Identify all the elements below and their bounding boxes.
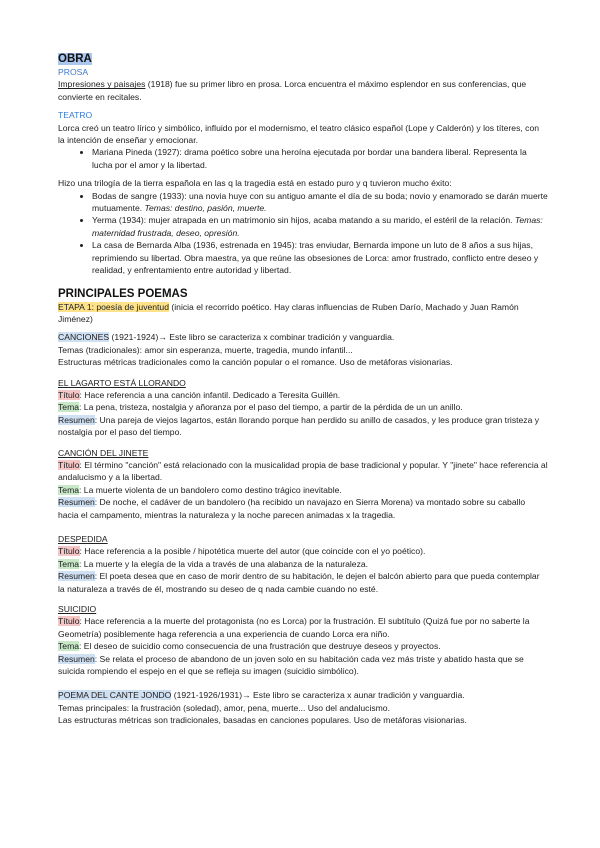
list-item: • Mariana Pineda (1927): drama poético sobre una heroína ejecutada por bordar una bandera liberal. Representa la lucha por el amor y la libertad.: [92, 146, 548, 171]
poem-titulo: Título: Hace referencia a la muerte del protagonista (no es Lorca) por la frustración. El subtítulo (Quizá fue por no saberte la Geometría) posiblemente haga referencia a una experiencia de cuando Lorca era niño.: [58, 616, 530, 639]
list-item: • Yerma (1934): mujer atrapada en un matrimonio sin hijos, acaba matando a su marido, el estéril de la relación. Temas: maternidad frustrada, deseo, opresión.: [92, 214, 548, 239]
poem-resumen: Resumen: De noche, el cadáver de un bandolero (ha recibido un navajazo en Sierra Morena) va montado sobre su caballo hacia el campamento, mientras la naturaleza y la noche parecen animadas x la tragedia.: [58, 497, 526, 520]
canciones-temas: Temas (tradicionales): amor sin esperanza, muerte, tragedia, mundo infantil...: [58, 344, 353, 355]
poem-titulo: Título: Hace referencia a la posible / hipotética muerte del autor (que coincide con el yo poético).: [58, 546, 426, 557]
document-page: [58, 52, 548, 727]
cante-estructura: Las estructuras métricas son tradicionales, basadas en canciones populares. Uso de metáforas visionarias.: [58, 715, 467, 726]
poem-tema: Tema: La muerte y la elegía de la vida a través de una alabanza de la naturaleza.: [58, 558, 369, 569]
cante-paragraph: POEMA DEL CANTE JONDO (1921-1926/1931)→ Este libro se caracteriza x aunar tradición y vanguardia.: [58, 690, 465, 701]
poem-title: EL LAGARTO ESTÁ LLORANDO: [58, 377, 186, 388]
prosa-paragraph: Impresiones y paisajes (1918) fue su primer libro en prosa. Lorca encuentra el máximo esplendor en sus conferencias, que convierte en recitales.: [58, 79, 527, 102]
poem-resumen: Resumen: Se relata el proceso de abandono de un joven solo en su habitación cada vez más triste y abatido hasta que se suicida rompiendo el espejo en el que se refleja su imagen (suicidio simbólico).: [58, 653, 524, 677]
poem-tema: Tema: La muerte violenta de un bandolero como destino trágico inevitable.: [58, 484, 342, 495]
teatro-intro: Lorca creó un teatro lírico y simbólico, influido por el modernismo, el teatro clásico español (Lope y Calderón) y los títeres, con la intención de enseñar y emocionar.: [58, 122, 540, 146]
poem-tema: Tema: La pena, tristeza, nostalgia y añoranza por el paso del tiempo, a partir de la pérdida de un un anillo.: [58, 402, 463, 413]
list-item: • La casa de Bernarda Alba (1936, estrenada en 1945): tras enviudar, Bernarda impone un luto de 8 años a sus hijas, reprimiendo su libertad. Obra maestra, ya que reúne las obsesiones de Lorca: amor frustrado, conflicto entre deseo y realidad, y enfrentamiento entre autoridad y libertad.: [92, 239, 548, 276]
list-item: • Bodas de sangre (1933): una novia huye con su antiguo amante el día de su boda; novio y enamorado se darán muerte mutuamente. Temas: destino, pasión, muerte.: [92, 190, 548, 215]
cante-temas: Temas principales: la frustración (soledad), amor, pena, muerte... Uso del andalucismo.: [58, 702, 390, 713]
trilogy-intro: Hizo una trilogía de la tierra española en las q la tragedia está en estado puro y q tuvieron mucho éxito:: [58, 178, 452, 189]
poem-title: SUICIDIO: [58, 604, 97, 615]
teatro-list-1: [58, 146, 548, 171]
poem-resumen: Resumen: Una pareja de viejos lagartos, están llorando porque han perdido su anillo de casados, y les produce gran tristeza y nostalgia por el paso del tiempo.: [58, 414, 540, 438]
poem-title: DESPEDIDA: [58, 534, 108, 544]
canciones-estructura: Estructuras métricas tradicionales como la canción popular o el romance. Uso de metáforas visionarias.: [58, 357, 453, 368]
etapa-paragraph: ETAPA 1: poesía de juventud (inicia el recorrido poético. Hay claras influencias de Ruben Darío, Machado y Juan Ramón Jiménez): [58, 301, 519, 324]
section-heading-poemas: PRINCIPALES POEMAS: [58, 287, 188, 300]
poem-tema: Tema: El deseo de suicidio como consecuencia de una frustración que destruye deseos y proyectos.: [58, 641, 441, 652]
subheading-teatro: TEATRO: [58, 110, 93, 121]
poem-titulo: Título: Hace referencia a una canción infantil. Dedicado a Teresita Guillén.: [58, 389, 341, 400]
subheading-prosa: PROSA: [58, 67, 89, 77]
poem-title: CANCIÓN DEL JINETE: [58, 447, 149, 458]
canciones-paragraph: CANCIONES (1921-1924)→ Este libro se caracteriza x combinar tradición y vanguardia.: [58, 332, 395, 343]
poem-titulo: Título: El término "canción" está relacionado con la musicalidad propia de base tradicional y popular. Y "jinete" hace referencia al andalucismo y a la libertad.: [58, 459, 548, 483]
poem-resumen: Resumen: El poeta desea que en caso de morir dentro de su habitación, le dejen el balcón abierto para que pueda contemplar la naturaleza a través de él, mostrando su deseo de q nada cambie cuando no esté.: [58, 571, 540, 594]
section-heading-obra: OBRA: [58, 53, 92, 65]
teatro-list-2: [58, 190, 548, 277]
